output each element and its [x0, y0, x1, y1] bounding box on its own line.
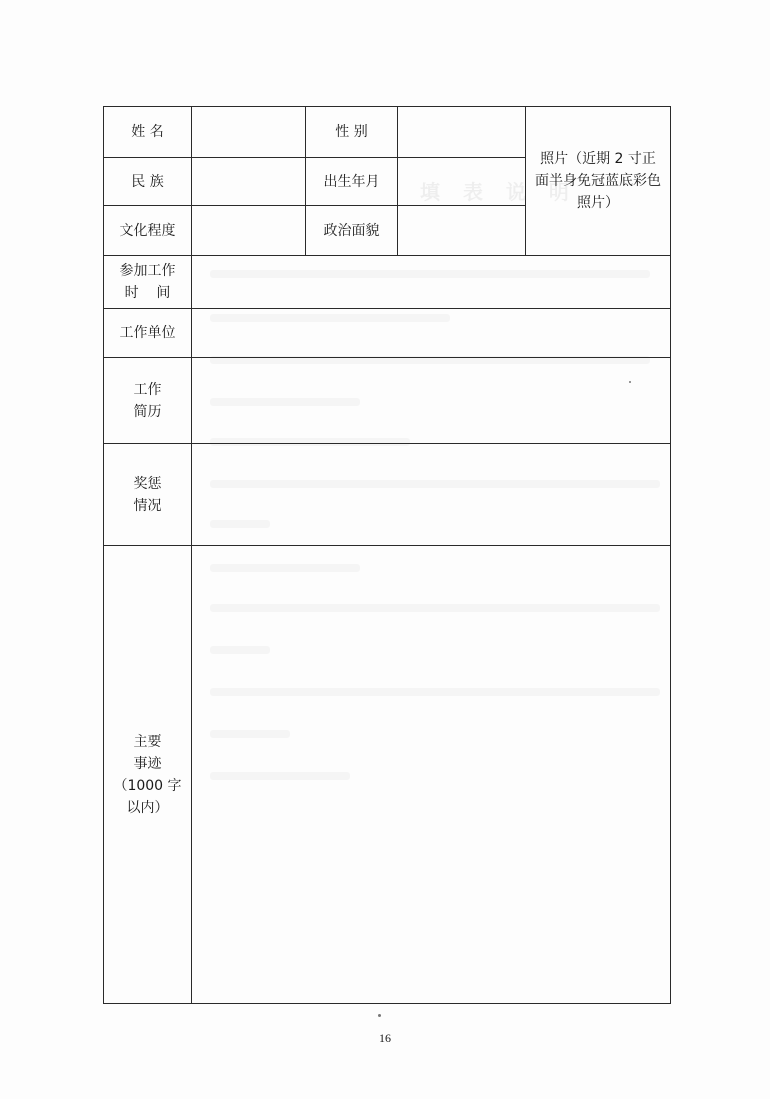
resume-label-line-2: 简历 [133, 403, 162, 420]
political-status-field[interactable] [398, 206, 526, 256]
name-field[interactable] [192, 107, 306, 158]
resume-label [104, 358, 192, 444]
registration-form-table [103, 106, 671, 1004]
awards-label-line-1: 奖惩 [133, 475, 162, 492]
resume-field[interactable] [192, 358, 671, 444]
birth-date-field[interactable] [398, 158, 526, 206]
political-status-label: 政治面貌 [306, 206, 398, 256]
education-label: 文化程度 [104, 206, 192, 256]
bleed-through-text: 填 表 说 明 [0, 0, 770, 1099]
ethnicity-label: 民 族 [104, 158, 192, 206]
main-deeds-label-line-3: （1000 字 [113, 777, 182, 794]
main-deeds-label-line-4: 以内） [126, 799, 169, 816]
page-number: 16 [379, 1031, 391, 1045]
birth-date-label: 出生年月 [306, 158, 398, 206]
ethnicity-field[interactable] [192, 158, 306, 206]
main-deeds-label-line-1: 主要 [133, 733, 162, 750]
photo-cell[interactable] [526, 107, 671, 256]
work-start-label [104, 256, 192, 309]
scan-speck [629, 381, 631, 383]
main-deeds-label [104, 546, 192, 1004]
work-start-label-line-1: 参加工作 [119, 263, 176, 279]
resume-label-line-1: 工作 [133, 381, 162, 398]
work-start-field[interactable] [192, 256, 671, 309]
awards-label-line-2: 情况 [133, 497, 162, 514]
awards-label [104, 444, 192, 546]
main-deeds-label-line-2: 事迹 [133, 755, 162, 772]
employer-label: 工作单位 [104, 309, 192, 358]
gender-field[interactable] [398, 107, 526, 158]
education-field[interactable] [192, 206, 306, 256]
main-deeds-field[interactable] [192, 546, 671, 1004]
scan-speck [378, 1014, 381, 1017]
name-label: 姓 名 [104, 107, 192, 158]
work-start-label-line-2: 时 间 [124, 285, 171, 301]
employer-field[interactable] [192, 309, 671, 358]
awards-field[interactable] [192, 444, 671, 546]
gender-label: 性 别 [306, 107, 398, 158]
photo-label: 照片（近期 2 寸正面半身免冠蓝底彩色照片） [535, 151, 661, 211]
